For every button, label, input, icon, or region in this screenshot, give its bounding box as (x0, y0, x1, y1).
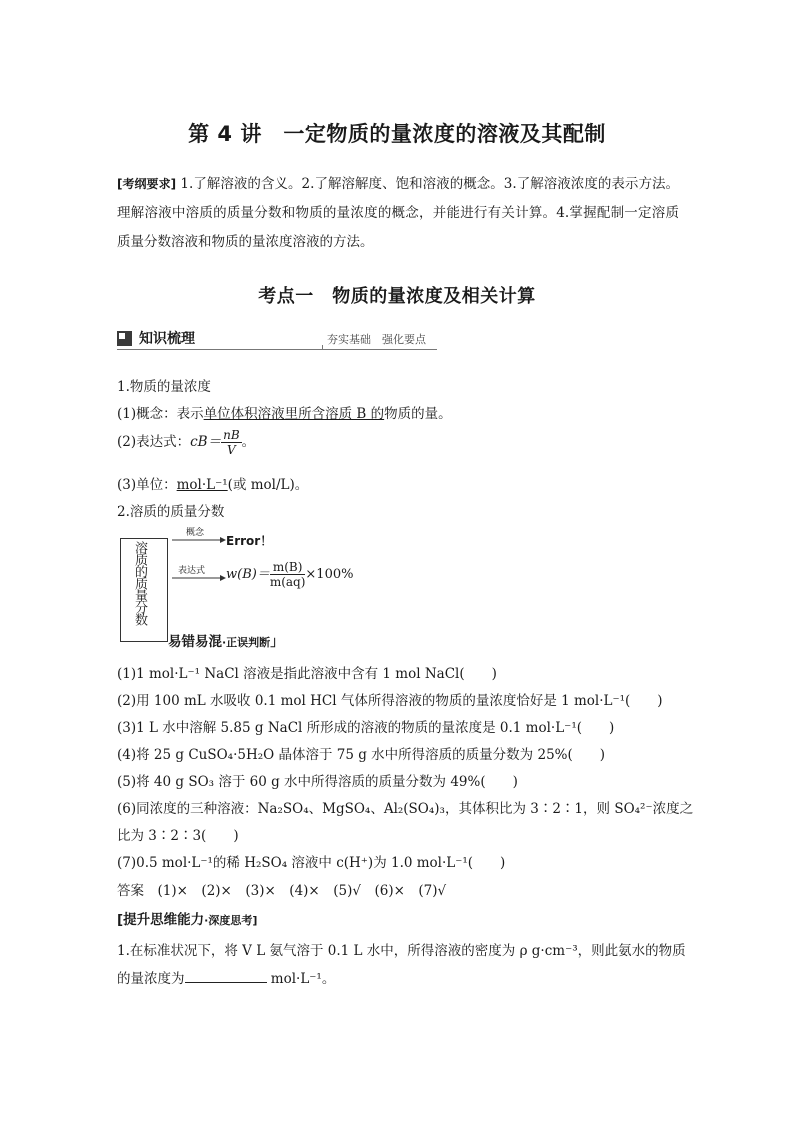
arrow2-label: 表达式 (178, 566, 206, 576)
mass-fraction-box-text: 溶质的质量分数 (132, 541, 147, 625)
arrow2-fraction (270, 560, 306, 589)
arrow2-rhs: ×100% (305, 567, 354, 582)
answer-line: 答案 (1)× (2)× (3)× (4)× (5)√ (6)× (7)√ (117, 883, 447, 899)
think-head-small: ·深度思考] (204, 914, 258, 927)
section-title: 考点一 物质的量浓度及相关计算 (258, 286, 536, 307)
arrow2-lhs: w(B)＝ (226, 567, 270, 582)
arrow2-num: m(B) (270, 560, 306, 575)
judge-header (168, 630, 284, 650)
k1-expression (117, 428, 255, 457)
k1-unit-underlined: mol·L⁻¹ (176, 477, 228, 493)
judge-item-4: (4)将 25 g CuSO₄·5H₂O 晶体溶于 75 g 水中所得溶质的质量分数为 25%( ) (117, 747, 606, 763)
judge-head: 易错易混 (168, 634, 222, 650)
arrow1-text: Error！ (226, 534, 273, 548)
knowledge-bar (117, 328, 437, 352)
bar-underline (117, 349, 437, 350)
arrow2-den: m(aq) (269, 575, 306, 589)
arrow2-formula (226, 560, 353, 589)
k2-title: 2.溶质的质量分数 (117, 504, 225, 520)
judge-head-close: 」 (270, 634, 284, 650)
judge-item-6-cont: 比为 3∶2∶3( ) (117, 828, 239, 844)
k1-expr-num: nB (223, 428, 240, 442)
exam-requirements (117, 170, 679, 257)
k1-expr-den: V (227, 443, 236, 457)
requirements-text: 1.了解溶液的含义。2.了解溶解度、饱和溶液的概念。3.了解溶液浓度的表示方法。理解溶液中溶质的质量分数和物质的量浓度的概念，并能进行有关计算。4.掌握配制一定溶质质量分数溶液和物质的量浓度溶液的方法。 (117, 176, 679, 250)
page-title: 第 4 讲 一定物质的量浓度的溶液及其配制 (188, 122, 606, 146)
k1-expr-end: 。 (241, 434, 256, 450)
think-q1-post: mol·L⁻¹。 (266, 971, 336, 987)
k1-concept-post: 物质的量。 (384, 406, 452, 422)
judge-item-7: (7)0.5 mol·L⁻¹的稀 H₂SO₄ 溶液中 c(H⁺)为 1.0 mol·L⁻¹( ) (117, 855, 506, 871)
judge-item-1: (1)1 mol·L⁻¹ NaCl 溶液是指此溶液中含有 1 mol NaCl( ) (117, 666, 497, 682)
judge-item-5: (5)将 40 g SO₃ 溶于 60 g 水中所得溶质的质量分数为 49%( ) (117, 774, 518, 790)
k1-concept (117, 402, 452, 422)
bar-tag: 夯实基础 强化要点 (327, 333, 426, 346)
judge-item-6: (6)同浓度的三种溶液：Na₂SO₄、MgSO₄、Al₂(SO₄)₃，其体积比为 3∶2∶1，则 SO₄²⁻浓度之 (117, 801, 694, 817)
judge-item-2: (2)用 100 mL 水吸收 0.1 mol HCl 气体所得溶液的物质的量浓度恰好是 1 mol·L⁻¹( ) (117, 693, 663, 709)
think-header (117, 908, 257, 928)
k1-unit-pre: (3)单位： (117, 477, 177, 493)
judge-head-small: ·正误判断 (222, 636, 271, 649)
think-q1-line2 (117, 967, 335, 987)
k1-title: 1.物质的量浓度 (117, 379, 211, 395)
answer-blank[interactable] (185, 968, 267, 983)
k1-concept-pre: (1)概念：表示 (117, 406, 204, 422)
k1-expr-lhs: cB＝ (190, 434, 222, 450)
think-q1-pre: 的量浓度为 (117, 971, 185, 987)
k1-unit-post: (或 mol/L)。 (227, 477, 309, 493)
k1-expr-pre: (2)表达式： (117, 434, 191, 450)
bar-name: 知识梳理 (139, 331, 195, 347)
square-inner-icon (119, 333, 125, 339)
think-q1-line1: 1.在标准状况下，将 V L 氨气溶于 0.1 L 水中，所得溶液的密度为 ρ g·cm⁻³，则此氨水的物质 (117, 943, 686, 959)
k1-expr-fraction (221, 428, 242, 457)
k1-concept-underlined: 单位体积溶液里所含溶质 B 的 (203, 406, 385, 422)
think-head: [提升思维能力 (117, 912, 205, 928)
requirements-tag: [考纲要求] (117, 177, 177, 191)
judge-item-3: (3)1 L 水中溶解 5.85 g NaCl 所形成的溶液的物质的量浓度是 0.1 mol·L⁻¹( ) (117, 720, 615, 736)
arrow1-label: 概念 (186, 528, 205, 538)
k1-unit (117, 473, 308, 493)
